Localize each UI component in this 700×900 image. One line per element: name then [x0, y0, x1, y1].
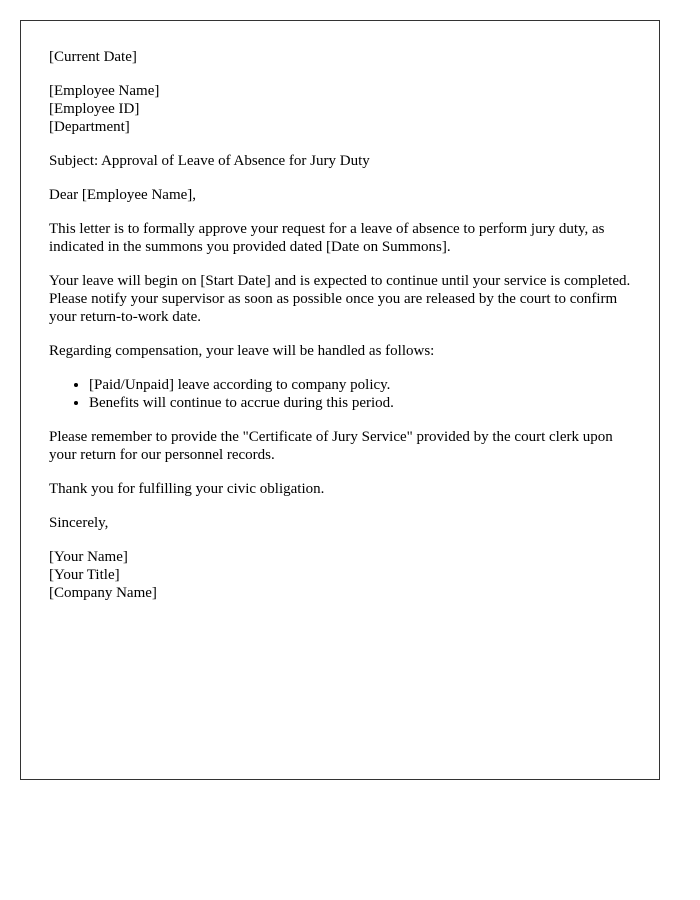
compensation-list — [49, 376, 634, 412]
list-item: • Benefits will continue to accrue during this period. — [89, 394, 634, 412]
paragraph-compensation: Regarding compensation, your leave will be handled as follows: — [49, 343, 435, 359]
paragraph-leave-dates: Your leave will begin on [Start Date] and is expected to continue until your service is completed. Please notify your supervisor as soon as possible once you are released by the court to confirm your return-to-work date. — [49, 273, 631, 325]
sender-name: [Your Name] — [49, 549, 128, 565]
letter-closing: Sincerely, — [49, 515, 109, 531]
sender-company: [Company Name] — [49, 585, 157, 601]
recipient-id: [Employee ID] — [49, 101, 140, 117]
letter-page — [20, 20, 660, 780]
paragraph-thanks: Thank you for fulfilling your civic obligation. — [49, 481, 325, 497]
recipient-name: [Employee Name] — [49, 83, 160, 99]
letter-date: [Current Date] — [49, 49, 137, 65]
recipient-department: [Department] — [49, 119, 130, 135]
letter-body — [49, 48, 634, 618]
paragraph-certificate: Please remember to provide the "Certificate of Jury Service" provided by the court clerk upon your return for our personnel records. — [49, 429, 613, 463]
list-item: • [Paid/Unpaid] leave according to company policy. — [89, 376, 634, 394]
letter-date-block — [49, 48, 634, 66]
sender-title: [Your Title] — [49, 567, 120, 583]
paragraph-approval: This letter is to formally approve your request for a leave of absence to perform jury duty, as indicated in the summons you provided dated [Date on Summons]. — [49, 221, 605, 255]
sender-block — [49, 548, 634, 602]
letter-subject: Subject: Approval of Leave of Absence for Jury Duty — [49, 153, 370, 169]
letter-salutation: Dear [Employee Name], — [49, 187, 197, 203]
recipient-block — [49, 82, 634, 136]
